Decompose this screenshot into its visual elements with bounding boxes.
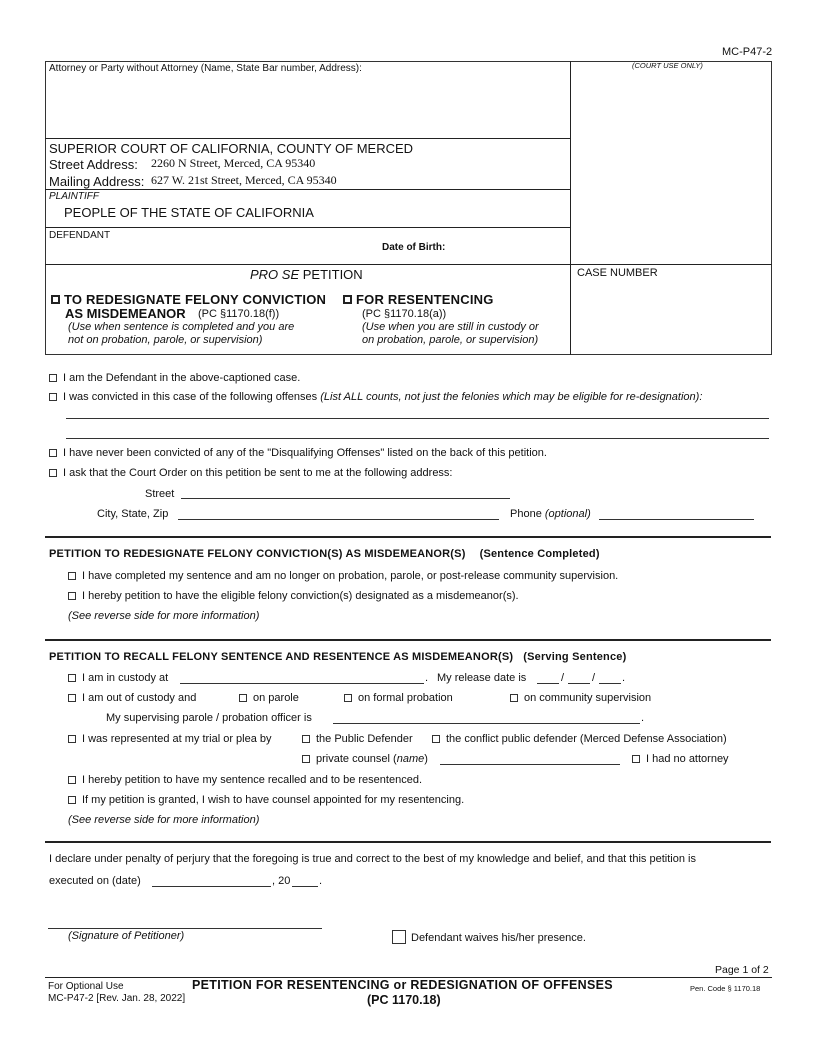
plaintiff-label: PLAINTIFF <box>49 191 100 202</box>
mailing-address-value: 627 W. 21st Street, Merced, CA 95340 <box>151 173 337 187</box>
year-period: . <box>319 875 323 887</box>
option1-note1: (Use when sentence is completed and you are <box>68 321 295 333</box>
release-year-line[interactable] <box>599 683 621 684</box>
option2-line1: FOR RESENTENCING <box>356 292 494 307</box>
defendant-divider <box>45 264 772 265</box>
counsel-text: If my petition is granted, I wish to have counsel appointed for my resentencing. <box>82 794 465 806</box>
out-custody-text: I am out of custody and <box>82 692 197 704</box>
represented-statement[interactable] <box>68 733 272 745</box>
private-counsel-checkbox[interactable] <box>302 755 310 763</box>
release-period: . <box>622 672 626 684</box>
redesignate-checkbox[interactable] <box>51 295 60 304</box>
court-name: SUPERIOR COURT OF CALIFORNIA, COUNTY OF MERCED <box>49 141 414 156</box>
option1-line2: AS MISDEMEANOR <box>65 306 186 321</box>
conflict-defender-checkbox[interactable] <box>432 735 440 743</box>
option-redesignate[interactable] <box>51 292 326 307</box>
release-day-line[interactable] <box>568 683 590 684</box>
never-convicted-text: I have never been convicted of any of the "Disqualifying Offenses" listed on the back of this petition. <box>63 447 547 459</box>
never-convicted-checkbox[interactable] <box>49 449 57 457</box>
section2-subtitle: (Serving Sentence) <box>523 651 627 663</box>
section1-item2[interactable] <box>68 590 519 602</box>
attorney-divider <box>45 138 570 139</box>
petition-designate-checkbox[interactable] <box>68 592 76 600</box>
section2-title <box>49 651 626 663</box>
section1-item1[interactable] <box>68 570 618 582</box>
represented-text: I was represented at my trial or plea by <box>82 733 272 745</box>
section1-item2-text: I hereby petition to have the eligible felony conviction(s) designated as a misdemeanor(s). <box>82 590 519 602</box>
optional-use: For Optional Use <box>48 981 124 992</box>
release-slash-1: / <box>561 672 565 684</box>
phone-optional: (optional) <box>544 508 591 520</box>
section2-note: (See reverse side for more information) <box>68 814 260 826</box>
signature-line[interactable] <box>48 928 322 929</box>
option2-note1: (Use when you are still in custody or <box>362 321 539 333</box>
counsel-checkbox[interactable] <box>68 796 76 804</box>
city-label: City, State, Zip <box>97 508 169 520</box>
signature-label: (Signature of Petitioner) <box>68 930 185 942</box>
formal-probation-option[interactable] <box>344 692 453 704</box>
case-number-label: CASE NUMBER <box>577 267 658 279</box>
waives-option[interactable] <box>392 930 586 944</box>
private-counsel-close: ) <box>424 753 428 765</box>
street-address-label: Street Address: <box>49 157 138 172</box>
dob-label: Date of Birth: <box>382 242 446 253</box>
no-attorney-option[interactable] <box>632 753 729 765</box>
recall-statement[interactable] <box>68 774 422 786</box>
convicted-statement[interactable] <box>49 391 702 403</box>
community-supervision-text: on community supervision <box>524 692 652 704</box>
private-counsel-line[interactable] <box>440 764 620 765</box>
declaration-text: I declare under penalty of perjury that the foregoing is true and correct to the best of my knowledge and belief, and that this petition is <box>49 853 696 865</box>
convicted-checkbox[interactable] <box>49 393 57 401</box>
option2-note2: on probation, parole, or supervision) <box>362 334 539 346</box>
footer-title: PETITION FOR RESENTENCING or REDESIGNATION OF OFFENSES <box>192 978 613 992</box>
out-custody-checkbox[interactable] <box>68 694 76 702</box>
executed-date-line[interactable] <box>152 886 271 887</box>
page-number: Page 1 of 2 <box>715 964 769 976</box>
officer-line[interactable] <box>333 723 640 724</box>
form-id: MC-P47-2 <box>722 46 773 58</box>
section1-item1-text: I have completed my sentence and am no longer on probation, parole, or post-release community supervision. <box>82 570 619 582</box>
defendant-statement[interactable] <box>49 372 300 384</box>
petition-title-italic: PRO SE <box>250 267 300 282</box>
public-defender-option[interactable] <box>302 733 413 745</box>
phone-line[interactable] <box>599 519 754 520</box>
defendant-label: DEFENDANT <box>49 230 111 241</box>
send-order-statement[interactable] <box>49 467 453 479</box>
section2-title-text: PETITION TO RECALL FELONY SENTENCE AND RESENTENCE AS MISDEMEANOR(S) <box>49 651 514 663</box>
never-convicted-statement[interactable] <box>49 447 547 459</box>
private-counsel-name-label: name <box>396 753 425 765</box>
send-order-text: I ask that the Court Order on this petition be sent to me at the following address: <box>63 467 453 479</box>
defendant-statement-text: I am the Defendant in the above-captioned case. <box>63 372 301 384</box>
city-line[interactable] <box>178 519 499 520</box>
public-defender-text: the Public Defender <box>316 733 413 745</box>
completed-sentence-checkbox[interactable] <box>68 572 76 580</box>
public-defender-checkbox[interactable] <box>302 735 310 743</box>
court-divider <box>45 189 570 190</box>
private-counsel-text: private counsel ( <box>316 753 397 765</box>
convicted-note: (List ALL counts, not just the felonies which may be eligible for re-designation): <box>320 391 703 403</box>
officer-period: . <box>641 712 645 724</box>
option1-line1: TO REDESIGNATE FELONY CONVICTION <box>64 292 327 307</box>
on-parole-option[interactable] <box>239 692 299 704</box>
resentencing-checkbox[interactable] <box>343 295 352 304</box>
release-date-label: My release date is <box>437 672 527 684</box>
petition-title <box>250 267 363 282</box>
private-counsel-option[interactable] <box>302 753 428 765</box>
on-parole-checkbox[interactable] <box>239 694 247 702</box>
option-resentencing[interactable] <box>343 292 494 307</box>
caption-divider <box>570 61 571 355</box>
release-month-line[interactable] <box>537 683 559 684</box>
mailing-address-label: Mailing Address: <box>49 174 145 189</box>
option2-code: (PC §1170.18(a)) <box>362 308 447 320</box>
phone-label <box>510 508 591 520</box>
street-label: Street <box>145 488 175 500</box>
petition-title-rest: PETITION <box>299 267 363 282</box>
footer-code: (PC 1170.18) <box>367 993 441 1007</box>
option1-note2: not on probation, parole, or supervision) <box>68 334 263 346</box>
conflict-defender-option[interactable] <box>432 733 727 745</box>
street-line[interactable] <box>181 498 510 499</box>
formal-probation-text: on formal probation <box>358 692 453 704</box>
convicted-statement-text: I was convicted in this case of the following offenses <box>63 391 321 403</box>
option1-code: (PC §1170.18(f)) <box>198 308 280 320</box>
conflict-defender-text: the conflict public defender (Merced Defense Association) <box>446 733 727 745</box>
plaintiff-divider <box>45 227 570 228</box>
attorney-label: Attorney or Party without Attorney (Name, State Bar number, Address): <box>49 63 362 74</box>
formal-probation-checkbox[interactable] <box>344 694 352 702</box>
section1-title <box>49 548 600 560</box>
represented-checkbox[interactable] <box>68 735 76 743</box>
custody-text: I am in custody at <box>82 672 169 684</box>
on-parole-text: on parole <box>253 692 299 704</box>
court-use-label: (COURT USE ONLY) <box>632 61 703 70</box>
community-supervision-checkbox[interactable] <box>510 694 518 702</box>
custody-period: . <box>425 672 429 684</box>
section1-note: (See reverse side for more information) <box>68 610 260 622</box>
waives-checkbox[interactable] <box>392 930 406 944</box>
section1-rule <box>45 536 771 538</box>
waives-text: Defendant waives his/her presence. <box>411 932 586 944</box>
plaintiff-value: PEOPLE OF THE STATE OF CALIFORNIA <box>64 205 314 220</box>
executed-label: executed on (date) <box>49 875 141 887</box>
release-slash-2: / <box>592 672 596 684</box>
officer-label: My supervising parole / probation officer is <box>106 712 312 724</box>
year-line[interactable] <box>292 886 318 887</box>
section1-subtitle: (Sentence Completed) <box>479 548 600 560</box>
section1-title-text: PETITION TO REDESIGNATE FELONY CONVICTION(S) AS MISDEMEANOR(S) <box>49 548 466 560</box>
custody-location-line[interactable] <box>180 683 424 684</box>
recall-text: I hereby petition to have my sentence recalled and to be resentenced. <box>82 774 422 786</box>
out-custody-statement[interactable] <box>68 692 196 704</box>
custody-checkbox[interactable] <box>68 674 76 682</box>
no-attorney-checkbox[interactable] <box>632 755 640 763</box>
recall-checkbox[interactable] <box>68 776 76 784</box>
counsel-statement[interactable] <box>68 794 464 806</box>
community-supervision-option[interactable] <box>510 692 651 704</box>
year-prefix: , 20 <box>272 875 291 887</box>
no-attorney-text: I had no attorney <box>646 753 729 765</box>
custody-statement[interactable] <box>68 672 168 684</box>
offenses-line-1[interactable] <box>66 418 769 419</box>
defendant-checkbox[interactable] <box>49 374 57 382</box>
declaration-rule <box>45 841 771 843</box>
send-order-checkbox[interactable] <box>49 469 57 477</box>
section2-rule <box>45 639 771 641</box>
pen-code: Pen. Code § 1170.18 <box>690 984 761 993</box>
offenses-line-2[interactable] <box>66 438 769 439</box>
phone-label-text: Phone <box>510 508 545 520</box>
street-address-value: 2260 N Street, Merced, CA 95340 <box>151 156 316 170</box>
form-revision: MC-P47-2 [Rev. Jan. 28, 2022] <box>48 993 186 1004</box>
